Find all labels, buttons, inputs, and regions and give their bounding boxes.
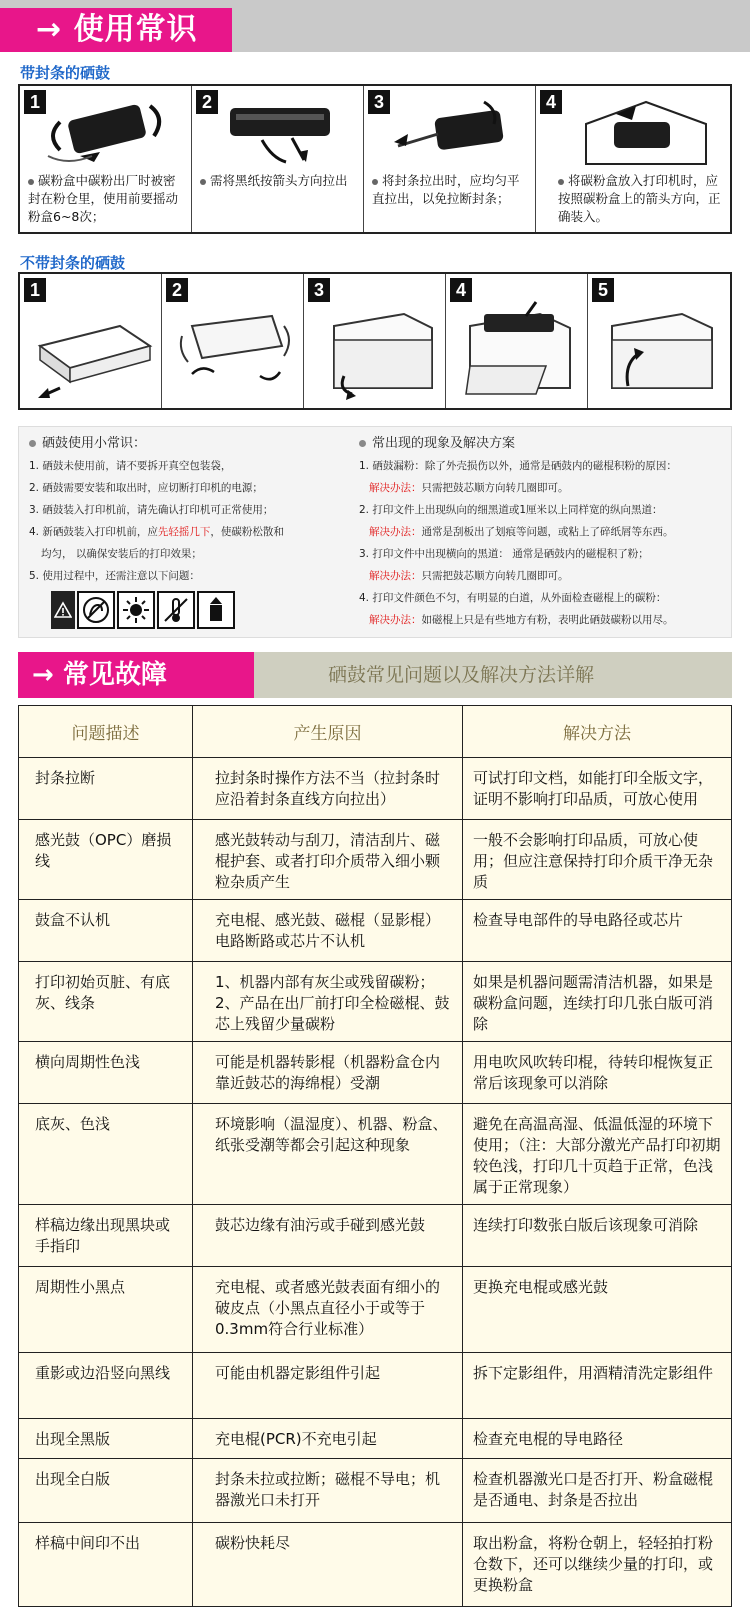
table-row [19, 1205, 732, 1267]
problem-cell: 感光鼓（OPC）磨损线 [19, 820, 193, 900]
solution-cell: 连续打印数张白版后该现象可消除 [463, 1205, 732, 1267]
problem-cell: 出现全黑版 [19, 1419, 193, 1459]
tip-item-4-highlight: 先轻摇几下 [157, 526, 211, 538]
problem-cell: 封条拉断 [19, 758, 193, 820]
problem-cell: 样稿边缘出现黑块或手指印 [19, 1205, 193, 1267]
tip-item: 1. 硒鼓未使用前，请不要拆开真空包装袋， [29, 460, 232, 472]
bullet-icon [200, 179, 206, 185]
unsealed-steps-strip [18, 272, 732, 410]
solution-cell: 取出粉盒，将粉仓朝上，轻轻拍打粉仓数下，还可以继续少量的打印，或更换粉盒 [463, 1523, 732, 1607]
table-row [19, 1459, 732, 1523]
solution-cell: 避免在高温高湿、低温低湿的环境下使用；（注：大部分激光产品打印初期较色浅，打印几十页趋于正常，色浅属于正常现象） [463, 1104, 732, 1205]
tips-left-column [29, 433, 359, 587]
faults-table [18, 705, 732, 1607]
solution-cell: 检查机器激光口是否打开、粉盒磁棍是否通电、封条是否拉出 [463, 1459, 732, 1523]
usage-banner [0, 0, 750, 52]
tip-item-4-line2: 均匀， 以确保安装后的打印效果； [41, 548, 202, 560]
solution-label: 解决办法： [369, 526, 422, 538]
problem-cell: 打印初始页脏、有底灰、线条 [19, 962, 193, 1042]
problem-cell: 底灰、色浅 [19, 1104, 193, 1205]
insert-cartridge-illustration [546, 94, 716, 170]
sealed-section-title: 带封条的硒鼓 [20, 64, 111, 82]
step-number: 2 [166, 278, 188, 302]
faults-banner-title: → 常见故障 [18, 652, 254, 698]
tips-box [18, 426, 732, 638]
tip-item: 2. 硒鼓需要安装和取出时，应切断打印机的电源； [29, 482, 263, 494]
cause-cell: 充电棍(PCR)不充电引起 [193, 1419, 463, 1459]
step-number: 5 [592, 278, 614, 302]
no-touch-drum-icon [77, 591, 115, 629]
unsealed-step-1 [20, 274, 162, 408]
remove-packaging-illustration [30, 296, 156, 406]
bullet-icon [359, 440, 366, 447]
cause-cell: 充电棍、感光鼓、磁棍（显影棍）电路断路或芯片不认机 [193, 900, 463, 962]
sealed-steps-strip [18, 84, 732, 234]
shake-cartridge-illustration [30, 94, 180, 170]
tip-item-4-pre: 4. 新硒鼓装入打印机前，应 [29, 526, 158, 538]
cause-cell: 1、机器内部有灰尘或残留碳粉；2、产品在出厂前打印全检磁棍、鼓芯上残留少量碳粉 [193, 962, 463, 1042]
solution-cell: 检查充电棍的导电路径 [463, 1419, 732, 1459]
step-number: 4 [540, 90, 562, 114]
faults-banner [18, 652, 732, 698]
sealed-step-1 [20, 86, 192, 232]
step-number: 1 [24, 90, 46, 114]
pull-seal-strip-illustration [374, 94, 524, 170]
cause-cell: 封条未拉或拉断；磁棍不导电；机器激光口未打开 [193, 1459, 463, 1523]
tip-item-4-post: ，使碳粉松散和 [210, 526, 284, 538]
usage-banner-title: → 使用常识 [0, 8, 232, 52]
cause-cell: 碳粉快耗尽 [193, 1523, 463, 1607]
cause-cell: 充电棍、或者感光鼓表面有细小的破皮点（小黑点直径小于或等于0.3mm符合行业标准） [193, 1267, 463, 1353]
table-row [19, 1419, 732, 1459]
sealed-step-2 [192, 86, 364, 232]
table-row [19, 1042, 732, 1104]
table-row [19, 900, 732, 962]
solution-cell: 用电吹风吹转印棍，待转印棍恢复正常后该现象可以消除 [463, 1042, 732, 1104]
solution-cell: 一般不会影响打印品质，可放心使用；但应注意保持打印介质干净无杂质 [463, 820, 732, 900]
step-number: 3 [368, 90, 390, 114]
problem-cell: 样稿中间印不出 [19, 1523, 193, 1607]
problem-cell: 周期性小黑点 [19, 1267, 193, 1353]
problem-text: 2. 打印文件上出现纵向的细黑道或1厘米以上同样宽的纵向黑道： [359, 504, 663, 516]
unsealed-step-2 [162, 274, 304, 408]
tip-item-4 [29, 521, 359, 543]
solution-text: 如磁棍上只是有些地方有粉，表明此硒鼓碳粉以用尽。 [421, 614, 674, 626]
step-caption: 将封条拉出时，应均匀平直拉出，以免拉断封条； [372, 173, 520, 206]
header-problem: 问题描述 [19, 706, 193, 758]
table-row [19, 1104, 732, 1205]
step-caption: 将碳粉盒放入打印机时，应按照碳粉盒上的箭头方向，正确装入。 [558, 173, 721, 224]
solution-cell: 检查导电部件的导电路径或芯片 [463, 900, 732, 962]
table-row [19, 962, 732, 1042]
cause-cell: 感光鼓转动与刮刀，清洁刮片、磁棍护套、或者打印介质带入细小颗粒杂质产生 [193, 820, 463, 900]
cause-cell: 环境影响（温湿度）、机器、粉盒、纸张受潮等都会引起这种现象 [193, 1104, 463, 1205]
tip-item: 3. 硒鼓装入打印机前，请先确认打印机可正常使用； [29, 504, 274, 516]
solution-cell: 如果是机器问题需清洁机器，如果是碳粉盒问题，连续打印几张白版可消除 [463, 962, 732, 1042]
unsealed-section-title: 不带封条的硒鼓 [20, 254, 126, 272]
table-row [19, 1267, 732, 1353]
pull-black-paper-illustration [202, 94, 352, 170]
unsealed-step-4 [446, 274, 588, 408]
insert-into-printer-illustration [456, 296, 582, 406]
table-row [19, 758, 732, 820]
tips-left-title: 硒鼓使用小常识： [42, 436, 147, 451]
temperature-warning-icon [157, 591, 195, 629]
step-caption: 碳粉盒中碳粉出厂时被密封在粉仓里，使用前要摇动粉盒6~8次； [28, 173, 179, 224]
problem-text: 3. 打印文件中出现横向的黑道： 通常是硒鼓内的磁棍积了粉； [359, 548, 649, 560]
step-number: 3 [308, 278, 330, 302]
step-number: 4 [450, 278, 472, 302]
cause-cell: 可能是机器转影棍（机器粉盒仓内靠近鼓芯的海绵棍）受潮 [193, 1042, 463, 1104]
solution-label: 解决办法： [369, 482, 422, 494]
solution-text: 只需把鼓芯顺方向转几圈即可。 [421, 570, 569, 582]
rock-cartridge-illustration [172, 296, 298, 406]
solution-label: 解决办法： [369, 614, 422, 626]
solution-text: 通常是刮板出了划痕等问题，或粘上了碎纸屑等东西。 [421, 526, 674, 538]
table-row [19, 820, 732, 900]
header-solution: 解决方法 [463, 706, 732, 758]
table-header-row [19, 706, 732, 758]
warning-triangle-icon [51, 591, 75, 629]
solution-cell: 可试打印文档，如能打印全版文字，证明不影响打印品质，可放心使用 [463, 758, 732, 820]
unsealed-step-3 [304, 274, 446, 408]
table-row [19, 1523, 732, 1607]
tips-right-column [359, 433, 729, 631]
step-number: 1 [24, 278, 46, 302]
tip-item: 5. 使用过程中，还需注意以下问题： [29, 570, 200, 582]
solution-cell: 拆下定影组件，用酒精清洗定影组件 [463, 1353, 732, 1419]
sealed-step-4 [536, 86, 730, 232]
table-row [19, 1353, 732, 1419]
problem-cell: 重影或边沿竖向黑线 [19, 1353, 193, 1419]
solution-cell: 更换充电棍或感光鼓 [463, 1267, 732, 1353]
step-caption: 需将黑纸按箭头方向拉出 [210, 173, 348, 188]
problem-cell: 横向周期性色浅 [19, 1042, 193, 1104]
problem-text: 1. 硒鼓漏粉：除了外壳损伤以外，通常是硒鼓内的磁棍积粉的原因： [359, 460, 677, 472]
problem-cell: 鼓盒不认机 [19, 900, 193, 962]
problem-cell: 出现全白版 [19, 1459, 193, 1523]
bullet-icon [372, 179, 378, 185]
solution-text: 只需把鼓芯顺方向转几圈即可。 [421, 482, 569, 494]
faults-banner-subtitle: 硒鼓常见问题以及解决方法详解 [328, 664, 595, 686]
cause-cell: 可能由机器定影组件引起 [193, 1353, 463, 1419]
bullet-icon [29, 440, 36, 447]
open-printer-illustration [314, 296, 440, 406]
problem-text: 4. 打印文件颜色不匀，有明显的白道，从外面检查磁棍上的碳粉： [359, 592, 667, 604]
bullet-icon [558, 179, 564, 185]
step-number: 2 [196, 90, 218, 114]
keep-upright-icon [197, 591, 235, 629]
no-sunlight-icon [117, 591, 155, 629]
bullet-icon [28, 179, 34, 185]
cause-cell: 鼓芯边缘有油污或手碰到感光鼓 [193, 1205, 463, 1267]
solution-label: 解决办法： [369, 570, 422, 582]
close-printer-illustration [598, 296, 724, 406]
tips-right-title: 常出现的现象及解决方案 [372, 436, 516, 451]
header-cause: 产生原因 [193, 706, 463, 758]
unsealed-step-5 [588, 274, 730, 408]
sealed-step-3 [364, 86, 536, 232]
warning-icons [51, 591, 235, 629]
cause-cell: 拉封条时操作方法不当（拉封条时应沿着封条直线方向拉出） [193, 758, 463, 820]
